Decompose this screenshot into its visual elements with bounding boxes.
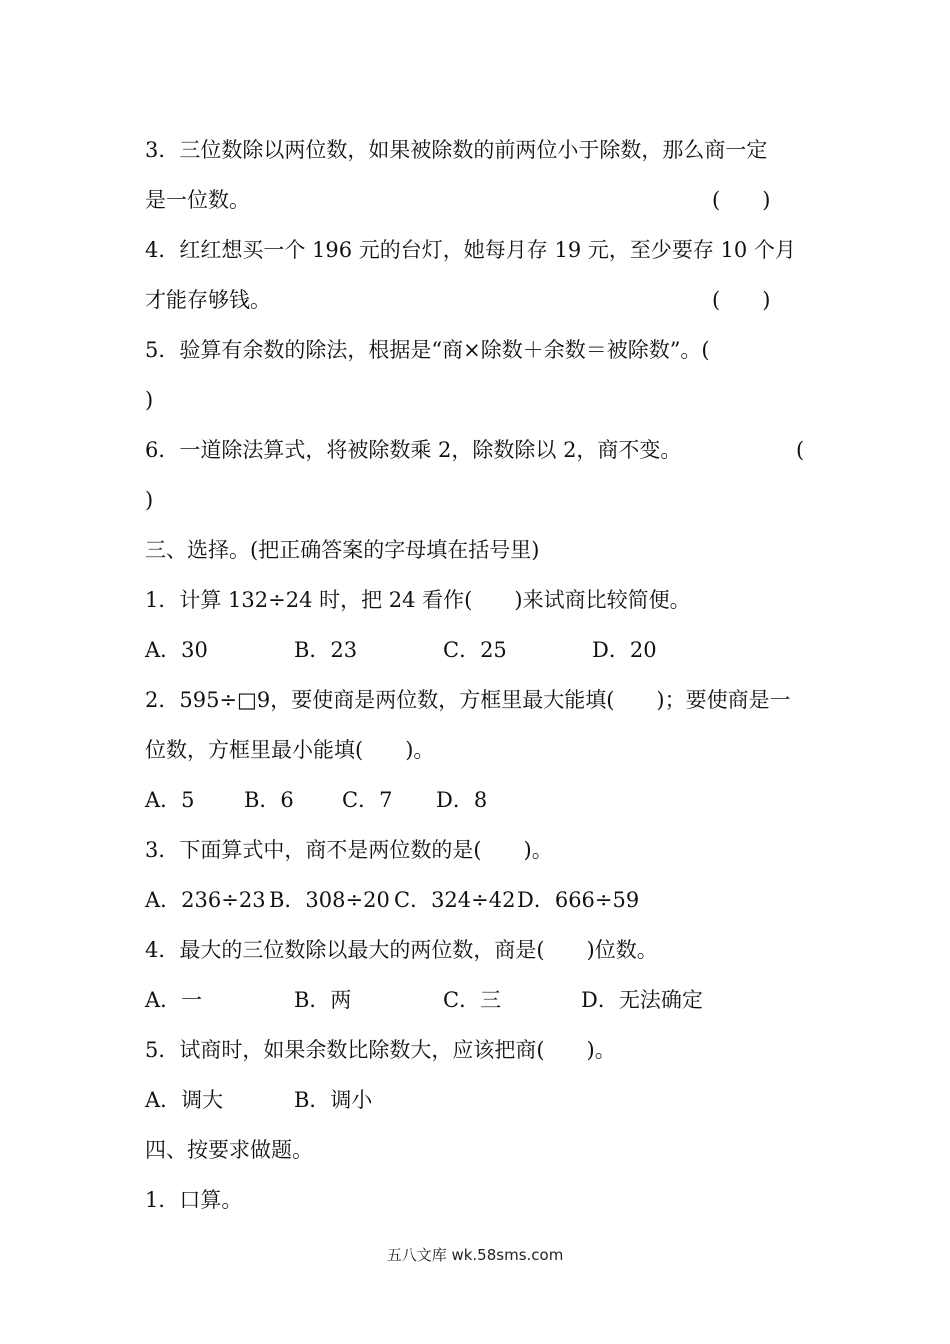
judge-q3-answer-paren: ( ) [712,188,771,212]
choice-q2-option-c: C．7 [342,788,393,812]
choice-q2-option-d: D．8 [436,788,488,812]
choice-q3: 3．下面算式中，商不是两位数的是( )。 [145,838,553,862]
judge-q6-answer-paren: ( [796,438,805,462]
judge-q5-line1: 5．验算有余数的除法，根据是“商×除数＋余数＝被除数”。( [145,338,710,362]
choice-q5: 5．试商时，如果余数比除数大，应该把商( )。 [145,1038,616,1062]
section-3-heading: 三、选择。(把正确答案的字母填在括号里) [145,538,540,562]
choice-q3-option-c: C．324÷42 [394,888,516,912]
footer-watermark: 五八文库 wk.58sms.com [386,1246,564,1264]
choice-q4-option-a: A．一 [145,988,203,1012]
choice-q5-option-b: B．调小 [294,1088,373,1112]
choice-q1-option-c: C．25 [443,638,507,662]
choice-q1-options [145,635,805,665]
choice-q3-options [145,885,805,915]
judge-q5-line2: ) [145,388,154,412]
choice-q1-option-a: A．30 [145,638,208,662]
section-4-q1: 1．口算。 [145,1188,243,1212]
choice-q5-options [145,1085,805,1115]
judge-q6-line1: 6．一道除法算式，将被除数乘 2，除数除以 2，商不变。 [145,438,682,462]
choice-q4-option-d: D．无法确定 [581,988,703,1012]
choice-q2-options [145,785,805,815]
judge-q4-line2: 才能存够钱。 [145,288,271,312]
judge-q4-answer-paren: ( ) [712,288,771,312]
choice-q2-line2: 位数，方框里最小能填( )。 [145,738,435,762]
judge-q3-line1: 3．三位数除以两位数，如果被除数的前两位小于除数，那么商一定 [145,138,768,162]
choice-q2-option-b: B．6 [244,788,294,812]
choice-q2-option-a: A．5 [145,788,195,812]
judge-q6-line2: ) [145,488,154,512]
choice-q3-option-d: D．666÷59 [517,888,640,912]
choice-q1: 1．计算 132÷24 时，把 24 看作( )来试商比较简便。 [145,588,691,612]
choice-q1-option-d: D．20 [592,638,657,662]
choice-q5-option-a: A．调大 [145,1088,224,1112]
choice-q3-option-b: B．308÷20 [269,888,390,912]
choice-q3-option-a: A．236÷23 [145,888,266,912]
choice-q1-option-b: B．23 [294,638,358,662]
choice-q4-option-c: C．三 [443,988,502,1012]
judge-q3-line2: 是一位数。 [145,188,250,212]
choice-q4-option-b: B．两 [294,988,352,1012]
choice-q4-options [145,985,805,1015]
choice-q2-line1: 2．595÷□9，要使商是两位数，方框里最大能填( )；要使商是一 [145,688,791,712]
section-4-heading: 四、按要求做题。 [145,1138,313,1162]
choice-q4: 4．最大的三位数除以最大的两位数，商是( )位数。 [145,938,658,962]
judge-q4-line1: 4．红红想买一个 196 元的台灯，她每月存 19 元，至少要存 10 个月 [145,238,796,262]
